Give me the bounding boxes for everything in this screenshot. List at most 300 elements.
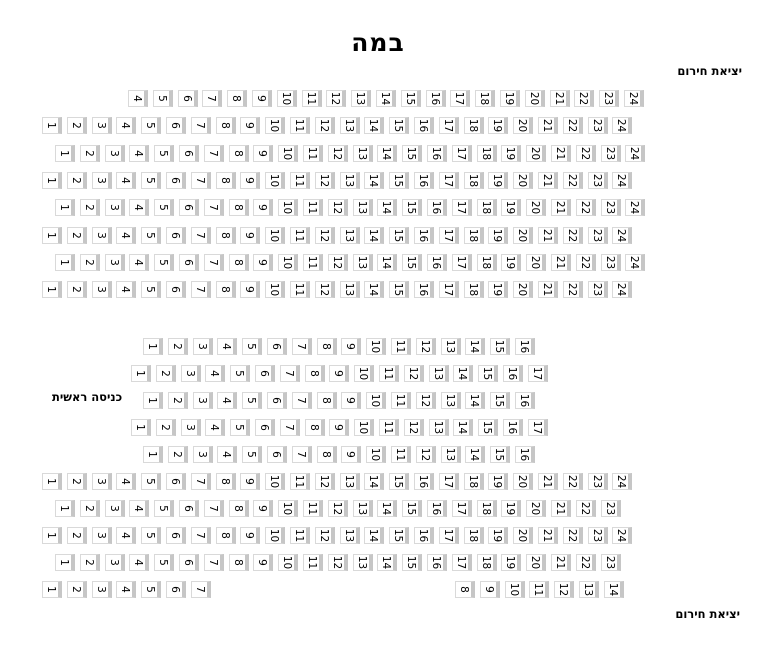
- seat[interactable]: [439, 227, 459, 244]
- seat[interactable]: [515, 392, 535, 409]
- seat[interactable]: [601, 254, 621, 271]
- seat[interactable]: [477, 554, 497, 571]
- seat[interactable]: [253, 254, 273, 271]
- seat[interactable]: [315, 172, 335, 189]
- seat[interactable]: [563, 473, 583, 490]
- seat[interactable]: [278, 500, 298, 517]
- seat[interactable]: [340, 117, 360, 134]
- seat[interactable]: [515, 338, 535, 355]
- seat[interactable]: [612, 281, 632, 298]
- seat[interactable]: [191, 281, 211, 298]
- seat[interactable]: [329, 365, 349, 382]
- seat[interactable]: [389, 172, 409, 189]
- seat[interactable]: [277, 90, 297, 107]
- seat[interactable]: [227, 90, 247, 107]
- seat[interactable]: [154, 199, 174, 216]
- seat[interactable]: [505, 581, 525, 598]
- seat[interactable]: [116, 281, 136, 298]
- seat[interactable]: [326, 90, 346, 107]
- seat[interactable]: [315, 117, 335, 134]
- seat[interactable]: [67, 581, 87, 598]
- seat[interactable]: [181, 419, 201, 436]
- seat[interactable]: [513, 227, 533, 244]
- seat[interactable]: [554, 581, 574, 598]
- seat[interactable]: [166, 527, 186, 544]
- seat[interactable]: [427, 254, 447, 271]
- seat[interactable]: [501, 500, 521, 517]
- seat[interactable]: [154, 145, 174, 162]
- seat[interactable]: [551, 254, 571, 271]
- seat[interactable]: [265, 527, 285, 544]
- seat[interactable]: [292, 446, 312, 463]
- seat[interactable]: [452, 199, 472, 216]
- seat[interactable]: [513, 117, 533, 134]
- seat[interactable]: [191, 581, 211, 598]
- seat[interactable]: [105, 145, 125, 162]
- seat[interactable]: [265, 227, 285, 244]
- seat[interactable]: [229, 554, 249, 571]
- seat[interactable]: [305, 419, 325, 436]
- seat[interactable]: [464, 473, 484, 490]
- seat[interactable]: [240, 172, 260, 189]
- seat[interactable]: [292, 392, 312, 409]
- seat[interactable]: [290, 473, 310, 490]
- seat[interactable]: [240, 117, 260, 134]
- seat[interactable]: [427, 145, 447, 162]
- seat[interactable]: [166, 281, 186, 298]
- seat[interactable]: [414, 117, 434, 134]
- seat[interactable]: [205, 365, 225, 382]
- seat[interactable]: [528, 419, 548, 436]
- seat[interactable]: [290, 227, 310, 244]
- seat[interactable]: [216, 172, 236, 189]
- seat[interactable]: [116, 473, 136, 490]
- seat[interactable]: [141, 172, 161, 189]
- seat[interactable]: [427, 554, 447, 571]
- seat[interactable]: [551, 145, 571, 162]
- seat[interactable]: [168, 446, 188, 463]
- seat[interactable]: [601, 554, 621, 571]
- seat[interactable]: [441, 338, 461, 355]
- seat[interactable]: [204, 500, 224, 517]
- seat[interactable]: [280, 365, 300, 382]
- seat[interactable]: [490, 392, 510, 409]
- seat[interactable]: [612, 473, 632, 490]
- seat[interactable]: [303, 254, 323, 271]
- seat[interactable]: [240, 227, 260, 244]
- seat[interactable]: [576, 254, 596, 271]
- seat[interactable]: [340, 281, 360, 298]
- seat[interactable]: [625, 199, 645, 216]
- seat[interactable]: [377, 199, 397, 216]
- seat[interactable]: [612, 117, 632, 134]
- seat[interactable]: [128, 90, 148, 107]
- seat[interactable]: [604, 581, 624, 598]
- seat[interactable]: [404, 419, 424, 436]
- seat[interactable]: [550, 90, 570, 107]
- seat[interactable]: [576, 554, 596, 571]
- seat[interactable]: [551, 554, 571, 571]
- seat[interactable]: [389, 117, 409, 134]
- seat[interactable]: [453, 419, 473, 436]
- seat[interactable]: [230, 419, 250, 436]
- seat[interactable]: [55, 145, 75, 162]
- seat[interactable]: [154, 254, 174, 271]
- seat[interactable]: [181, 365, 201, 382]
- seat[interactable]: [513, 281, 533, 298]
- seat[interactable]: [141, 281, 161, 298]
- seat[interactable]: [329, 419, 349, 436]
- seat[interactable]: [252, 90, 272, 107]
- seat[interactable]: [166, 581, 186, 598]
- seat[interactable]: [67, 117, 87, 134]
- seat[interactable]: [366, 446, 386, 463]
- seat[interactable]: [612, 227, 632, 244]
- seat[interactable]: [92, 117, 112, 134]
- seat[interactable]: [490, 338, 510, 355]
- seat[interactable]: [402, 554, 422, 571]
- seat[interactable]: [464, 281, 484, 298]
- seat[interactable]: [389, 527, 409, 544]
- seat[interactable]: [92, 581, 112, 598]
- seat[interactable]: [563, 117, 583, 134]
- seat[interactable]: [166, 227, 186, 244]
- seat[interactable]: [229, 500, 249, 517]
- seat[interactable]: [477, 199, 497, 216]
- seat[interactable]: [402, 500, 422, 517]
- seat[interactable]: [303, 500, 323, 517]
- seat[interactable]: [464, 172, 484, 189]
- seat[interactable]: [80, 199, 100, 216]
- seat[interactable]: [625, 254, 645, 271]
- seat[interactable]: [205, 419, 225, 436]
- seat[interactable]: [141, 473, 161, 490]
- seat[interactable]: [303, 554, 323, 571]
- seat[interactable]: [116, 117, 136, 134]
- seat[interactable]: [402, 254, 422, 271]
- seat[interactable]: [253, 500, 273, 517]
- seat[interactable]: [488, 172, 508, 189]
- seat[interactable]: [379, 365, 399, 382]
- seat[interactable]: [179, 254, 199, 271]
- seat[interactable]: [202, 90, 222, 107]
- seat[interactable]: [538, 227, 558, 244]
- seat[interactable]: [105, 554, 125, 571]
- seat[interactable]: [204, 554, 224, 571]
- seat[interactable]: [488, 227, 508, 244]
- seat[interactable]: [253, 145, 273, 162]
- seat[interactable]: [229, 199, 249, 216]
- seat[interactable]: [340, 227, 360, 244]
- seat[interactable]: [414, 172, 434, 189]
- seat[interactable]: [80, 145, 100, 162]
- seat[interactable]: [216, 117, 236, 134]
- seat[interactable]: [154, 500, 174, 517]
- seat[interactable]: [404, 365, 424, 382]
- seat[interactable]: [42, 581, 62, 598]
- seat[interactable]: [42, 281, 62, 298]
- seat[interactable]: [166, 172, 186, 189]
- seat[interactable]: [439, 473, 459, 490]
- seat[interactable]: [193, 338, 213, 355]
- seat[interactable]: [230, 365, 250, 382]
- seat[interactable]: [538, 527, 558, 544]
- seat[interactable]: [129, 500, 149, 517]
- seat[interactable]: [42, 473, 62, 490]
- seat[interactable]: [526, 145, 546, 162]
- seat[interactable]: [92, 527, 112, 544]
- seat[interactable]: [500, 90, 520, 107]
- seat[interactable]: [242, 392, 262, 409]
- seat[interactable]: [328, 254, 348, 271]
- seat[interactable]: [351, 90, 371, 107]
- seat[interactable]: [601, 500, 621, 517]
- seat[interactable]: [179, 145, 199, 162]
- seat[interactable]: [588, 172, 608, 189]
- seat[interactable]: [267, 392, 287, 409]
- seat[interactable]: [168, 338, 188, 355]
- seat[interactable]: [290, 172, 310, 189]
- seat[interactable]: [366, 392, 386, 409]
- seat[interactable]: [441, 392, 461, 409]
- seat[interactable]: [156, 365, 176, 382]
- seat[interactable]: [217, 338, 237, 355]
- seat[interactable]: [116, 227, 136, 244]
- seat[interactable]: [265, 281, 285, 298]
- seat[interactable]: [624, 90, 644, 107]
- seat[interactable]: [255, 365, 275, 382]
- seat[interactable]: [529, 581, 549, 598]
- seat[interactable]: [528, 365, 548, 382]
- seat[interactable]: [105, 500, 125, 517]
- seat[interactable]: [588, 227, 608, 244]
- seat[interactable]: [416, 338, 436, 355]
- seat[interactable]: [576, 145, 596, 162]
- seat[interactable]: [105, 254, 125, 271]
- seat[interactable]: [191, 227, 211, 244]
- seat[interactable]: [340, 473, 360, 490]
- seat[interactable]: [116, 581, 136, 598]
- seat[interactable]: [478, 419, 498, 436]
- seat[interactable]: [464, 227, 484, 244]
- seat[interactable]: [364, 227, 384, 244]
- seat[interactable]: [501, 199, 521, 216]
- seat[interactable]: [402, 199, 422, 216]
- seat[interactable]: [465, 446, 485, 463]
- seat[interactable]: [526, 199, 546, 216]
- seat[interactable]: [353, 554, 373, 571]
- seat[interactable]: [389, 281, 409, 298]
- seat[interactable]: [402, 145, 422, 162]
- seat[interactable]: [315, 227, 335, 244]
- seat[interactable]: [563, 172, 583, 189]
- seat[interactable]: [480, 581, 500, 598]
- seat[interactable]: [253, 554, 273, 571]
- seat[interactable]: [427, 199, 447, 216]
- seat[interactable]: [67, 527, 87, 544]
- seat[interactable]: [216, 527, 236, 544]
- seat[interactable]: [364, 117, 384, 134]
- seat[interactable]: [452, 554, 472, 571]
- seat[interactable]: [55, 554, 75, 571]
- seat[interactable]: [240, 281, 260, 298]
- seat[interactable]: [340, 527, 360, 544]
- seat[interactable]: [341, 338, 361, 355]
- seat[interactable]: [131, 365, 151, 382]
- seat[interactable]: [67, 281, 87, 298]
- seat[interactable]: [364, 473, 384, 490]
- seat[interactable]: [503, 419, 523, 436]
- seat[interactable]: [625, 145, 645, 162]
- seat[interactable]: [453, 365, 473, 382]
- seat[interactable]: [377, 500, 397, 517]
- seat[interactable]: [340, 172, 360, 189]
- seat[interactable]: [353, 145, 373, 162]
- seat[interactable]: [303, 145, 323, 162]
- seat[interactable]: [240, 527, 260, 544]
- seat[interactable]: [305, 365, 325, 382]
- seat[interactable]: [317, 392, 337, 409]
- seat[interactable]: [465, 338, 485, 355]
- seat[interactable]: [601, 145, 621, 162]
- seat[interactable]: [452, 500, 472, 517]
- seat[interactable]: [488, 281, 508, 298]
- seat[interactable]: [204, 199, 224, 216]
- seat[interactable]: [391, 446, 411, 463]
- seat[interactable]: [576, 199, 596, 216]
- seat[interactable]: [328, 199, 348, 216]
- seat[interactable]: [513, 527, 533, 544]
- seat[interactable]: [599, 90, 619, 107]
- seat[interactable]: [401, 90, 421, 107]
- seat[interactable]: [429, 419, 449, 436]
- seat[interactable]: [452, 254, 472, 271]
- seat[interactable]: [538, 281, 558, 298]
- seat[interactable]: [80, 554, 100, 571]
- seat[interactable]: [427, 500, 447, 517]
- seat[interactable]: [526, 500, 546, 517]
- seat[interactable]: [229, 254, 249, 271]
- seat[interactable]: [574, 90, 594, 107]
- seat[interactable]: [55, 500, 75, 517]
- seat[interactable]: [464, 527, 484, 544]
- seat[interactable]: [315, 527, 335, 544]
- seat[interactable]: [67, 227, 87, 244]
- seat[interactable]: [191, 117, 211, 134]
- seat[interactable]: [538, 473, 558, 490]
- seat[interactable]: [267, 338, 287, 355]
- seat[interactable]: [315, 281, 335, 298]
- seat[interactable]: [204, 145, 224, 162]
- seat[interactable]: [80, 254, 100, 271]
- seat[interactable]: [129, 554, 149, 571]
- seat[interactable]: [278, 254, 298, 271]
- seat[interactable]: [452, 145, 472, 162]
- seat[interactable]: [588, 281, 608, 298]
- seat[interactable]: [92, 473, 112, 490]
- seat[interactable]: [153, 90, 173, 107]
- seat[interactable]: [612, 172, 632, 189]
- seat[interactable]: [601, 199, 621, 216]
- seat[interactable]: [563, 281, 583, 298]
- seat[interactable]: [526, 554, 546, 571]
- seat[interactable]: [280, 419, 300, 436]
- seat[interactable]: [513, 172, 533, 189]
- seat[interactable]: [240, 473, 260, 490]
- seat[interactable]: [341, 446, 361, 463]
- seat[interactable]: [179, 199, 199, 216]
- seat[interactable]: [501, 145, 521, 162]
- seat[interactable]: [488, 527, 508, 544]
- seat[interactable]: [414, 227, 434, 244]
- seat[interactable]: [168, 392, 188, 409]
- seat[interactable]: [67, 172, 87, 189]
- seat[interactable]: [216, 227, 236, 244]
- seat[interactable]: [278, 554, 298, 571]
- seat[interactable]: [191, 473, 211, 490]
- seat[interactable]: [55, 254, 75, 271]
- seat[interactable]: [92, 281, 112, 298]
- seat[interactable]: [426, 90, 446, 107]
- seat[interactable]: [503, 365, 523, 382]
- seat[interactable]: [391, 338, 411, 355]
- seat[interactable]: [278, 145, 298, 162]
- seat[interactable]: [253, 199, 273, 216]
- seat[interactable]: [377, 554, 397, 571]
- seat[interactable]: [439, 172, 459, 189]
- seat[interactable]: [563, 527, 583, 544]
- seat[interactable]: [563, 227, 583, 244]
- seat[interactable]: [475, 90, 495, 107]
- seat[interactable]: [354, 419, 374, 436]
- seat[interactable]: [315, 473, 335, 490]
- seat[interactable]: [265, 117, 285, 134]
- seat[interactable]: [179, 554, 199, 571]
- seat[interactable]: [92, 172, 112, 189]
- seat[interactable]: [191, 172, 211, 189]
- seat[interactable]: [328, 145, 348, 162]
- seat[interactable]: [191, 527, 211, 544]
- seat[interactable]: [55, 199, 75, 216]
- seat[interactable]: [501, 554, 521, 571]
- seat[interactable]: [265, 172, 285, 189]
- seat[interactable]: [364, 281, 384, 298]
- seat[interactable]: [242, 446, 262, 463]
- seat[interactable]: [353, 500, 373, 517]
- seat[interactable]: [354, 365, 374, 382]
- seat[interactable]: [389, 227, 409, 244]
- seat[interactable]: [501, 254, 521, 271]
- seat[interactable]: [377, 254, 397, 271]
- seat[interactable]: [353, 199, 373, 216]
- seat[interactable]: [141, 527, 161, 544]
- seat[interactable]: [290, 527, 310, 544]
- seat[interactable]: [216, 281, 236, 298]
- seat[interactable]: [588, 527, 608, 544]
- seat[interactable]: [379, 419, 399, 436]
- seat[interactable]: [80, 500, 100, 517]
- seat[interactable]: [389, 473, 409, 490]
- seat[interactable]: [179, 500, 199, 517]
- seat[interactable]: [525, 90, 545, 107]
- seat[interactable]: [42, 227, 62, 244]
- seat[interactable]: [551, 199, 571, 216]
- seat[interactable]: [464, 117, 484, 134]
- seat[interactable]: [414, 527, 434, 544]
- seat[interactable]: [391, 392, 411, 409]
- seat[interactable]: [353, 254, 373, 271]
- seat[interactable]: [255, 419, 275, 436]
